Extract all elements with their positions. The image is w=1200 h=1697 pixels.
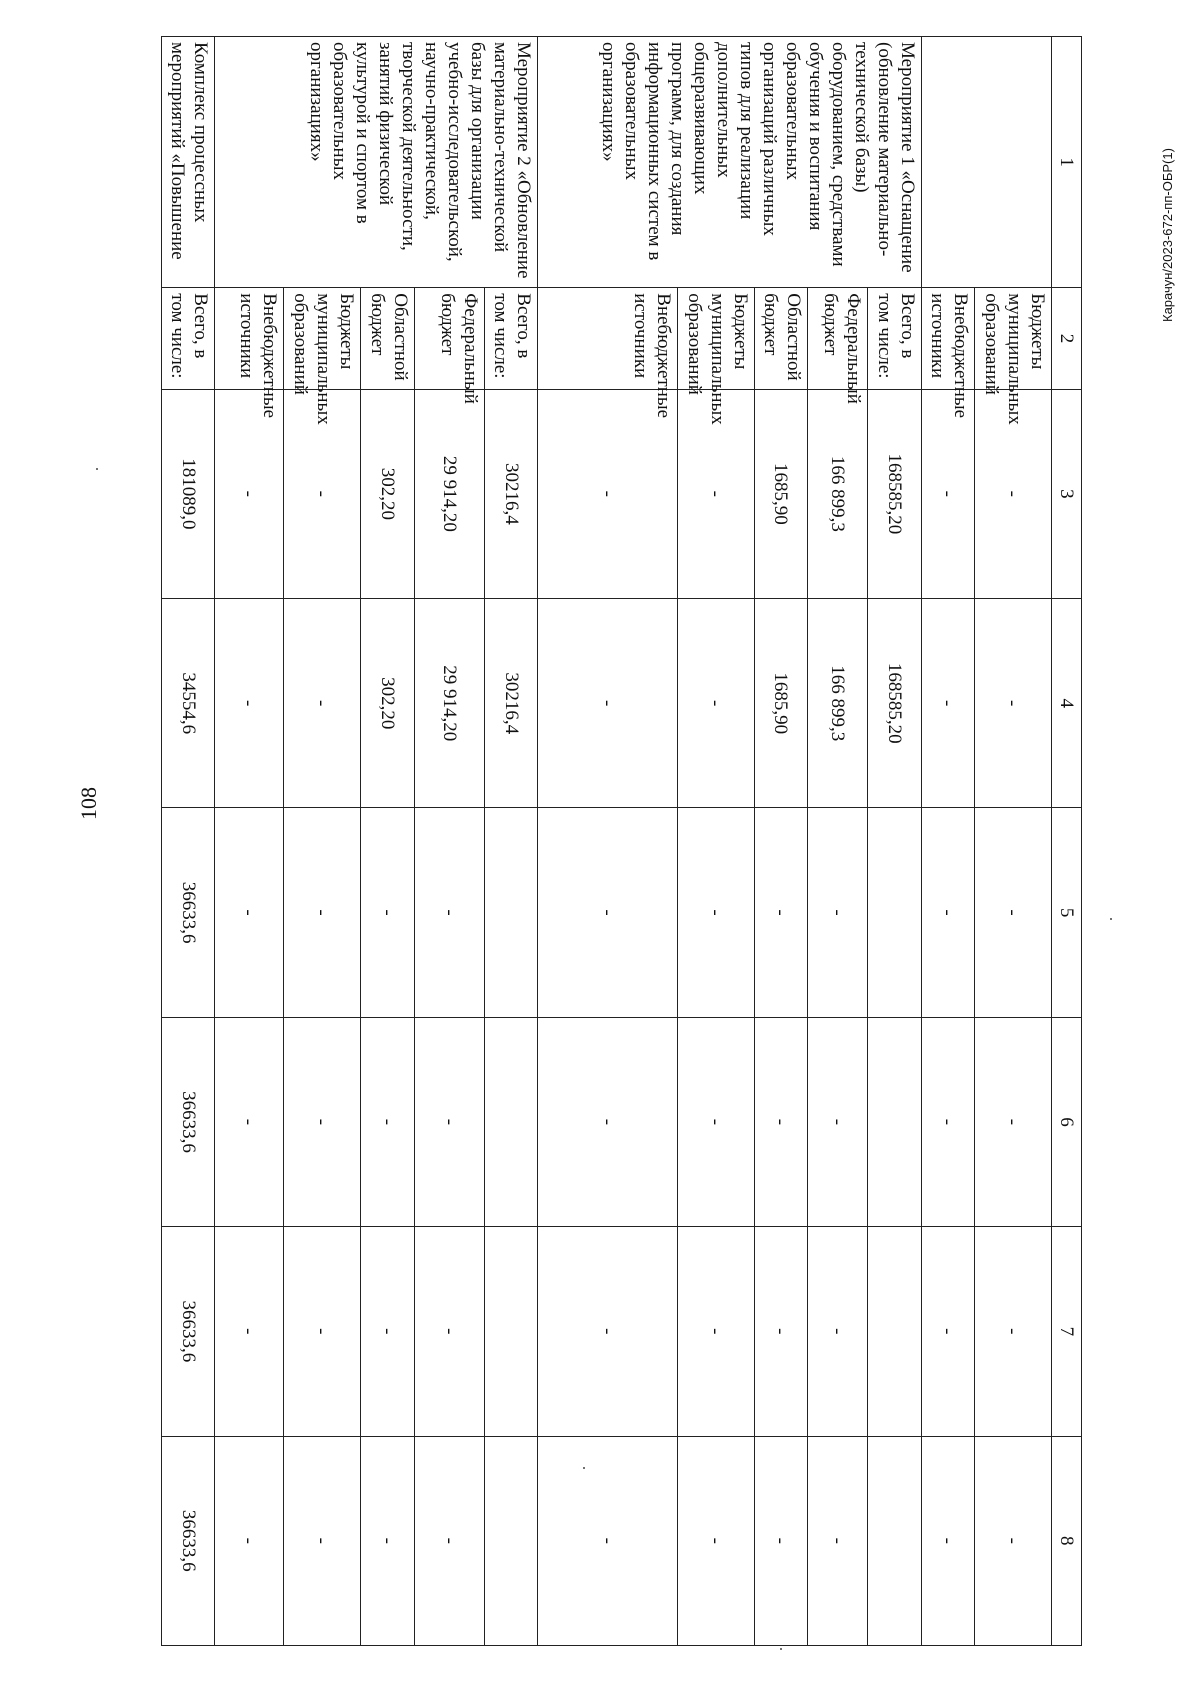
- table-row: [485, 37, 538, 1646]
- header-cell: 7: [1051, 1227, 1081, 1436]
- value-cell: -: [677, 1227, 754, 1436]
- value-cell: -: [807, 1017, 867, 1226]
- funding-source-cell: Внебюджетные источники: [538, 288, 677, 389]
- scan-speck: [1110, 918, 1112, 920]
- value-cell: -: [807, 1436, 867, 1645]
- value-cell: 36633,6: [162, 1436, 215, 1645]
- value-cell: -: [974, 1017, 1051, 1226]
- table-row: [974, 37, 1051, 1646]
- complex-title: Комплекс процессных мероприятий «Повышение: [162, 37, 215, 288]
- value-cell: -: [215, 599, 284, 808]
- funding-source-cell: Внебюджетные источники: [215, 288, 284, 389]
- value-cell: -: [360, 1017, 414, 1226]
- value-cell: 30216,4: [485, 389, 538, 598]
- value-cell: -: [283, 1436, 360, 1645]
- value-cell: 166 899,3: [807, 599, 867, 808]
- value-cell: 29 914,20: [414, 389, 485, 598]
- value-cell: -: [283, 1227, 360, 1436]
- value-cell: -: [360, 1227, 414, 1436]
- funding-source-cell: Бюджеты муниципальных образований: [974, 288, 1051, 389]
- header-cell: 5: [1051, 808, 1081, 1017]
- value-cell: [485, 1017, 538, 1226]
- value-cell: 1685,90: [754, 599, 807, 808]
- value-cell: -: [677, 1017, 754, 1226]
- value-cell: -: [754, 1436, 807, 1645]
- value-cell: -: [677, 1436, 754, 1645]
- value-cell: [485, 1227, 538, 1436]
- funding-source-cell: Областной бюджет: [754, 288, 807, 389]
- value-cell: -: [921, 599, 974, 808]
- value-cell: -: [215, 1227, 284, 1436]
- value-cell: 168585,20: [867, 389, 921, 598]
- value-cell: 29 914,20: [414, 599, 485, 808]
- scan-speck: [96, 468, 98, 470]
- scan-speck: [780, 1648, 782, 1650]
- header-cell: 4: [1051, 599, 1081, 808]
- value-cell: -: [538, 389, 677, 598]
- value-cell: -: [538, 1436, 677, 1645]
- value-cell: -: [215, 808, 284, 1017]
- value-cell: 302,20: [360, 389, 414, 598]
- value-cell: -: [283, 389, 360, 598]
- value-cell: -: [754, 1227, 807, 1436]
- value-cell: -: [921, 808, 974, 1017]
- funding-source-cell: Всего, в том числе:: [162, 288, 215, 389]
- value-cell: -: [677, 389, 754, 598]
- value-cell: -: [921, 1227, 974, 1436]
- page-number: 108: [76, 787, 101, 820]
- value-cell: -: [754, 1017, 807, 1226]
- value-cell: -: [974, 599, 1051, 808]
- measure-1-title: Мероприятие 1 «Оснащение (обновление материально-технической базы) оборудованием, средствами обучения и воспитания образовательных организаций различных типов для реализации дополнительных общеразвивающих программ, для создания информационных систем в образовательных организациях»: [538, 37, 922, 288]
- value-cell: -: [538, 1017, 677, 1226]
- value-cell: -: [538, 808, 677, 1017]
- funding-source-cell: Федеральный бюджет: [807, 288, 867, 389]
- header-cell: 2: [1051, 288, 1081, 389]
- value-cell: -: [974, 1227, 1051, 1436]
- value-cell: -: [921, 389, 974, 598]
- value-cell: -: [215, 389, 284, 598]
- value-cell: -: [414, 808, 485, 1017]
- funding-source-cell: Всего, в том числе:: [867, 288, 921, 389]
- funding-source-cell: Бюджеты муниципальных образований: [283, 288, 360, 389]
- value-cell: 36633,6: [162, 808, 215, 1017]
- measure-cell-continued: [921, 37, 1051, 288]
- header-cell: 1: [1051, 37, 1081, 288]
- table-row: [162, 37, 215, 1646]
- value-cell: -: [215, 1436, 284, 1645]
- budget-table: [161, 36, 1082, 1646]
- column-numbers-row: [1051, 37, 1081, 1646]
- header-cell: 8: [1051, 1436, 1081, 1645]
- value-cell: [867, 808, 921, 1017]
- funding-source-cell: Бюджеты муниципальных образований: [677, 288, 754, 389]
- value-cell: -: [807, 808, 867, 1017]
- value-cell: 1685,90: [754, 389, 807, 598]
- value-cell: -: [360, 1436, 414, 1645]
- value-cell: -: [538, 599, 677, 808]
- value-cell: 36633,6: [162, 1227, 215, 1436]
- value-cell: -: [360, 808, 414, 1017]
- value-cell: -: [414, 1436, 485, 1645]
- funding-source-cell: Внебюджетные источники: [921, 288, 974, 389]
- value-cell: [485, 1436, 538, 1645]
- value-cell: -: [414, 1017, 485, 1226]
- budget-table-rotated: [161, 36, 1082, 1646]
- measure-2-title: Мероприятие 2 «Обновление материально-технической базы для организации учебно-исследовательской, научно-практической, творческой деятельности, занятий физической культурой и спортом в образовательных организациях»: [215, 37, 538, 288]
- value-cell: -: [283, 599, 360, 808]
- header-cell: 3: [1051, 389, 1081, 598]
- value-cell: 30216,4: [485, 599, 538, 808]
- value-cell: -: [754, 808, 807, 1017]
- value-cell: -: [677, 808, 754, 1017]
- value-cell: [867, 1227, 921, 1436]
- value-cell: 181089,0: [162, 389, 215, 598]
- value-cell: -: [283, 1017, 360, 1226]
- value-cell: 166 899,3: [807, 389, 867, 598]
- value-cell: 34554,6: [162, 599, 215, 808]
- value-cell: [867, 1017, 921, 1226]
- funding-source-cell: Всего, в том числе:: [485, 288, 538, 389]
- value-cell: -: [974, 389, 1051, 598]
- funding-source-cell: Федеральный бюджет: [414, 288, 485, 389]
- value-cell: -: [921, 1017, 974, 1226]
- value-cell: -: [974, 1436, 1051, 1645]
- document-footer-code: Карачун/2023-672-пп-ОБР(1): [1160, 148, 1175, 322]
- value-cell: -: [921, 1436, 974, 1645]
- value-cell: [485, 808, 538, 1017]
- value-cell: 302,20: [360, 599, 414, 808]
- value-cell: 36633,6: [162, 1017, 215, 1226]
- value-cell: -: [283, 808, 360, 1017]
- value-cell: -: [807, 1227, 867, 1436]
- value-cell: -: [215, 1017, 284, 1226]
- funding-source-cell: Областной бюджет: [360, 288, 414, 389]
- value-cell: -: [677, 599, 754, 808]
- value-cell: -: [538, 1227, 677, 1436]
- value-cell: [867, 1436, 921, 1645]
- value-cell: -: [414, 1227, 485, 1436]
- value-cell: -: [974, 808, 1051, 1017]
- value-cell: 168585,20: [867, 599, 921, 808]
- table-row: [867, 37, 921, 1646]
- header-cell: 6: [1051, 1017, 1081, 1226]
